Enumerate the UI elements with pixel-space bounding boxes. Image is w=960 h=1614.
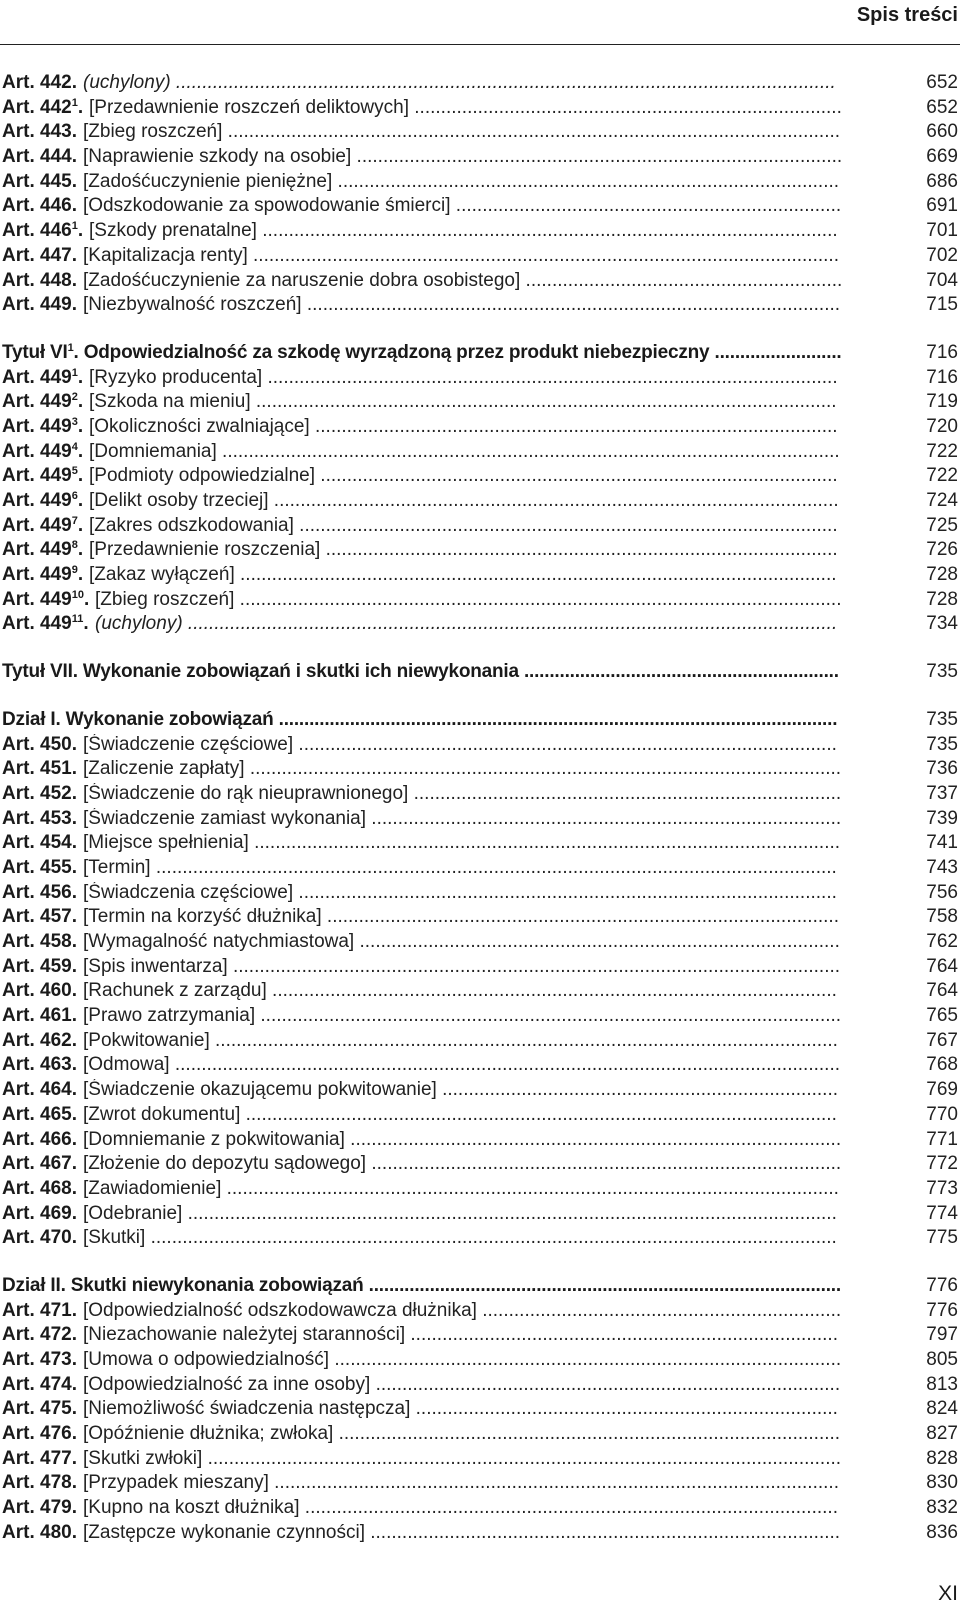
article-number: Art. $449^{11}$. (2, 613, 89, 635)
page-ref: 775 (926, 1227, 958, 1249)
article-number: Art. 466. (2, 1128, 77, 1150)
entry-title: [Świadczenie do rąk nieuprawnionego] ................................................................................. (83, 782, 842, 804)
entry-title: [Odebranie] ........................................................................................................................... (83, 1202, 837, 1224)
toc-entry (0, 1054, 960, 1079)
article-number: Art. 455. (2, 856, 77, 878)
page-ref: 716 (926, 366, 958, 388)
article-number: Art. $449^9$. (2, 564, 84, 586)
entry-title: [Miejsce spełnienia] ............................................................................................................... (83, 832, 841, 854)
page-ref: 660 (926, 121, 958, 143)
page-number: XI (938, 1582, 958, 1605)
page-ref: 758 (926, 906, 958, 928)
entry-title: [Okoliczności zwalniające] ................................................................................................... (89, 415, 838, 437)
page-ref: 743 (926, 856, 958, 878)
toc-entry (0, 294, 960, 319)
article-number: Art. $449^1$. (2, 366, 84, 388)
toc-section-heading (0, 342, 960, 367)
article-number: Art. 450. (2, 733, 77, 755)
page-ref: 797 (926, 1324, 958, 1346)
entry-title: [Rachunek z zarządu] ........................................................................................................... (83, 980, 837, 1002)
entry-title: [Niemożliwość świadczenia następcza] ................................................................................ (83, 1398, 838, 1420)
page-ref: 739 (926, 807, 958, 829)
dot-leader: ........................................................................................... (354, 931, 840, 952)
toc-entry (0, 1030, 960, 1055)
page-ref: 720 (926, 415, 958, 437)
toc-entry (0, 416, 960, 441)
section-title: Tytuł $VI^1$. Odpowiedzialność za szkodę wyrządzoną przez produkt niebezpieczny ......................... (2, 341, 842, 363)
entry-title: [Szkoda na mieniu] .............................................................................................................. (89, 391, 837, 413)
page-ref: 735 (926, 708, 958, 730)
toc-entry (0, 783, 960, 808)
dot-leader: ...................................................................................................... (293, 514, 838, 536)
entry-title: [Skutki zwłoki] ........................................................................................................................ (83, 1447, 842, 1469)
section-title: Dział I. Wykonanie zobowiązań .............................................................................................................. (2, 708, 838, 730)
dot-leader: ................................................................................................. (321, 906, 839, 928)
dot-leader: ........................................................................................................... (268, 490, 839, 511)
dot-leader: ............................................................................................... (332, 170, 840, 192)
toc-entry (0, 441, 960, 466)
article-number: Art. 453. (2, 807, 77, 829)
article-number: Art. $449^6$. (2, 490, 84, 511)
article-number: Art. $449^5$. (2, 465, 84, 487)
page-ref: 686 (926, 170, 958, 192)
dot-leader: ...................................................................................................... (293, 733, 837, 755)
running-header: Spis treści (856, 4, 958, 26)
article-number: Art. 475. (2, 1398, 77, 1420)
entry-title: [Szkody prenatalne] ............................................................................................................. (89, 220, 838, 242)
toc-entry (0, 490, 960, 515)
article-number: Art. $449^8$. (2, 539, 84, 561)
article-number: Art. 465. (2, 1103, 77, 1125)
page-ref: 722 (926, 440, 958, 462)
page-ref: 805 (926, 1349, 958, 1370)
entry-title: [Kapitalizacja renty] ............................................................................................................... (83, 244, 839, 266)
toc-entry (0, 980, 960, 1005)
entry-title: [Świadczenia częściowe] ...................................................................................................... (83, 881, 837, 903)
article-number: Art. 451. (2, 758, 77, 780)
section-title: Tytuł VII. Wykonanie zobowiązań i skutki ich niewykonania .............................................................. (2, 661, 839, 683)
article-number: Art. 460. (2, 980, 77, 1002)
page-ref: 701 (926, 220, 958, 242)
toc-entry (0, 1203, 960, 1228)
page-ref: 813 (926, 1373, 958, 1395)
dot-leader: .................................................................................................................... (222, 121, 841, 143)
dot-leader: ......................................................................................... (366, 807, 842, 829)
article-number: Art. 454. (2, 832, 77, 854)
article-number: Art. $449^2$. (2, 391, 84, 413)
article-number: Art. 443. (2, 121, 77, 143)
dot-leader: .............................................................................................................. (255, 1005, 842, 1027)
entry-title: [Zaliczenie zapłaty] ................................................................................................................ (83, 758, 842, 780)
toc-section-heading (0, 661, 960, 686)
page-ref: 774 (926, 1202, 958, 1224)
article-number: Art. 446. (2, 195, 77, 217)
article-number: Art. 448. (2, 269, 77, 291)
dot-leader: ................................................................................. (408, 782, 842, 804)
toc-entry (0, 956, 960, 981)
dot-leader: ............................................................................................................. (256, 220, 838, 242)
entry-title: [Delikt osoby trzeciej] ........................................................................................................... (89, 490, 839, 511)
page-ref: 726 (926, 539, 958, 561)
article-number: Art. $449^3$. (2, 415, 84, 437)
toc-entry (0, 1472, 960, 1497)
entry-title: [Odmowa] .............................................................................................................................. (83, 1054, 841, 1076)
dot-leader: ........................................................................................................................ (202, 1447, 842, 1469)
dot-leader: ......................... (709, 341, 842, 363)
toc-entry (0, 72, 960, 97)
toc-entry (0, 1522, 960, 1547)
entry-title: [Przedawnienie roszczeń deliktowych] ................................................................................. (89, 96, 842, 118)
toc-entry (0, 146, 960, 171)
page-ref: 827 (926, 1423, 958, 1445)
page-ref: 704 (926, 269, 958, 291)
page-ref: 767 (926, 1029, 958, 1051)
article-number: Art. 459. (2, 955, 77, 977)
entry-title: [Świadczenie częściowe] ...................................................................................................... (83, 733, 837, 755)
dot-leader: .................................................................... (476, 1299, 842, 1321)
toc-entry (0, 1324, 960, 1349)
toc-entry (0, 832, 960, 857)
dot-leader: ................................................................................................................ (244, 758, 842, 780)
entry-title: [Naprawienie szkody na osobie] ............................................................................................ (83, 146, 843, 168)
article-number: Art. 462. (2, 1029, 77, 1051)
page-ref: 722 (926, 465, 958, 487)
entry-title: [Termin na korzyść dłużnika] ................................................................................................. (83, 906, 839, 928)
page-ref: 652 (926, 72, 958, 93)
toc-section-heading (0, 1275, 960, 1300)
toc-entry (0, 564, 960, 589)
toc-entry (0, 1300, 960, 1325)
page-ref: 741 (926, 832, 958, 854)
page-ref: 719 (926, 391, 958, 413)
page-ref: 652 (926, 96, 958, 118)
page-ref: 735 (926, 661, 958, 683)
page-ref: 737 (926, 782, 958, 804)
entry-title: [Ryzyko producenta] ............................................................................................................ (89, 366, 838, 388)
dot-leader: .................................................................................................................................. (145, 1227, 837, 1249)
article-number: Art. 480. (2, 1521, 77, 1543)
toc-entry (0, 857, 960, 882)
article-number: Art. 458. (2, 931, 77, 952)
article-number: Art. 457. (2, 906, 77, 928)
section-title: Dział II. Skutki niewykonania zobowiązań ............................................................................................. (2, 1274, 841, 1296)
page-ref: 768 (926, 1054, 958, 1076)
article-number: Art. $449^7$. (2, 514, 84, 536)
entry-title: [Domniemanie z pokwitowania] ............................................................................................. (83, 1128, 842, 1150)
toc-entry (0, 1374, 960, 1399)
dot-leader: ................................................................................. (409, 96, 842, 118)
page-ref: 769 (926, 1079, 958, 1101)
toc-entry (0, 882, 960, 907)
page-ref: 669 (926, 146, 958, 168)
page-ref: 773 (926, 1177, 958, 1199)
dot-leader: ............................................................................................ (351, 146, 843, 168)
page-ref: 770 (926, 1103, 958, 1125)
toc-entry (0, 367, 960, 392)
entry-title: [Kupno na koszt dłużnika] ..................................................................................................... (83, 1497, 838, 1519)
dot-leader: .............................................................. (518, 661, 839, 683)
entry-title: [Przedawnienie roszczenia] ................................................................................................. (89, 539, 838, 561)
article-number: Art. 469. (2, 1202, 77, 1224)
dot-leader: ................................................................................ (410, 1398, 838, 1420)
entry-title: [Pokwitowanie] ...................................................................................................................... (83, 1029, 838, 1051)
entry-title: [Zakaz wyłączeń] ................................................................................................................. (89, 564, 837, 586)
dot-leader: ............................................................................................................... (248, 832, 841, 854)
dot-leader: ...................................................................................................... (293, 881, 837, 903)
header-rule (0, 44, 960, 45)
article-number: Art. 476. (2, 1423, 77, 1445)
article-number: Art. 452. (2, 782, 77, 804)
page-ref: 830 (926, 1472, 958, 1494)
page-ref: 691 (926, 195, 958, 217)
dot-leader: ........................................................................................ (370, 1373, 841, 1395)
page-ref: 771 (926, 1128, 958, 1150)
toc-entry (0, 1079, 960, 1104)
entry-title: [Zawiadomienie] .................................................................................................................... (83, 1177, 839, 1199)
article-number: Art. 464. (2, 1079, 77, 1101)
page-ref: 728 (926, 588, 958, 610)
toc-entry (0, 1129, 960, 1154)
entry-title: (uchylony) ........................................................................................................................... (95, 613, 838, 635)
entry-title: [Odpowiedzialność odszkodowawcza dłużnika] .................................................................... (83, 1299, 842, 1321)
dot-leader: ............................................................................................. (344, 1128, 842, 1150)
page-ref: 764 (926, 980, 958, 1002)
entry-title: [Niezachowanie należytej staranności] ................................................................................. (83, 1324, 838, 1346)
toc-entry (0, 515, 960, 540)
page-ref: 762 (926, 931, 958, 952)
entry-title: [Zadośćuczynienie pieniężne] ............................................................................................... (83, 170, 840, 192)
article-number: Art. 470. (2, 1227, 77, 1249)
page-ref: 715 (926, 294, 958, 316)
toc-entry (0, 1423, 960, 1448)
table-of-contents (0, 72, 960, 1547)
dot-leader: .................................................................................................................... (221, 1177, 839, 1199)
toc-entry (0, 1349, 960, 1374)
dot-leader: ................................................................................. (405, 1324, 838, 1346)
toc-entry (0, 539, 960, 564)
article-number: Art. 471. (2, 1299, 77, 1321)
entry-title: [Zadośćuczynienie za naruszenie dobra osobistego] ............................................................ (83, 269, 843, 291)
entry-title: [Zwrot dokumentu] ................................................................................................................ (83, 1103, 837, 1125)
entry-title: [Skutki] .................................................................................................................................. (83, 1227, 837, 1249)
page-ref: 728 (926, 564, 958, 586)
dot-leader: ........................................................................................................... (268, 1472, 839, 1494)
dot-leader: ................................................................................................................ (240, 1103, 837, 1125)
toc-entry (0, 220, 960, 245)
toc-entry (0, 734, 960, 759)
dot-leader: ............................................................................................................................. (170, 72, 836, 93)
page-ref: 772 (926, 1153, 958, 1175)
article-number: Art. 445. (2, 170, 77, 192)
toc-section-heading (0, 709, 960, 734)
toc-entry (0, 1398, 960, 1423)
entry-title: [Świadczenie okazującemu pokwitowanie] ........................................................................... (83, 1079, 839, 1101)
entry-title: [Zastępcze wykonanie czynności] ......................................................................................... (83, 1521, 841, 1543)
page-ref: 702 (926, 244, 958, 266)
toc-entry (0, 121, 960, 146)
entry-title: [Odszkodowanie za spowodowanie śmierci] ......................................................................... (83, 195, 842, 217)
toc-entry (0, 931, 960, 956)
toc-entry (0, 589, 960, 614)
page-ref: 756 (926, 881, 958, 903)
entry-title: [Świadczenie zamiast wykonania] ......................................................................................... (83, 807, 842, 829)
article-number: Art. 461. (2, 1005, 77, 1027)
entry-title: [Zakres odszkodowania] ...................................................................................................... (89, 514, 838, 536)
dot-leader: ................................................................................................................. (234, 564, 837, 586)
toc-entry (0, 195, 960, 220)
toc-entry (0, 171, 960, 196)
page-ref: 765 (926, 1005, 958, 1027)
page-ref: 724 (926, 490, 958, 511)
entry-title: [Złożenie do depozytu sądowego] ......................................................................................... (83, 1153, 842, 1175)
entry-title: [Podmioty odpowiedzialne] .................................................................................................. (89, 465, 838, 487)
article-number: Art. 472. (2, 1324, 77, 1346)
dot-leader: ............................................................................................................ (262, 366, 838, 388)
toc-entry (0, 758, 960, 783)
entry-title: [Prawo zatrzymania] .............................................................................................................. (83, 1005, 842, 1027)
page-ref: 736 (926, 758, 958, 780)
page-ref: 764 (926, 955, 958, 977)
toc-entry (0, 906, 960, 931)
article-number: Art. $449^{10}$. (2, 588, 90, 610)
dot-leader: ............................................................................................. (363, 1274, 841, 1296)
entry-title: [Odpowiedzialność za inne osoby] ........................................................................................ (83, 1373, 841, 1395)
page-ref: 725 (926, 514, 958, 536)
entry-title: [Zbieg roszczeń] .................................................................................................................... (83, 121, 841, 143)
dot-leader: ......................................................................................... (366, 1153, 842, 1175)
dot-leader: .................................................................................................................. (234, 588, 842, 610)
page-ref: 776 (926, 1299, 958, 1321)
dot-leader: ......................................................................................... (364, 1521, 841, 1543)
dot-leader: ........................................................................................................... (266, 980, 837, 1002)
dot-leader: .............................................................................................................. (273, 708, 838, 730)
page-ref: 832 (926, 1497, 958, 1519)
article-number: Art. $442^1$. (2, 96, 84, 118)
entry-title: [Zbieg roszczeń] .................................................................................................................. (95, 588, 842, 610)
dot-leader: ............................................................................................... (333, 1423, 841, 1445)
dot-leader: ..................................................................................................................... (216, 440, 840, 462)
dot-leader: ............................................................................................................... (247, 244, 839, 266)
toc-entry (0, 270, 960, 295)
page-ref: 824 (926, 1398, 958, 1420)
entry-title: [Domniemania] ..................................................................................................................... (89, 440, 840, 462)
entry-title: [Opóźnienie dłużnika; zwłoka] ............................................................................................... (83, 1423, 841, 1445)
dot-leader: ............................................................ (520, 269, 843, 291)
toc-entry (0, 1227, 960, 1252)
dot-leader: ...................................................................................................................... (209, 1029, 838, 1051)
article-number: Art. 468. (2, 1177, 77, 1199)
article-number: Art. 442. (2, 72, 77, 93)
article-number: Art. $446^1$. (2, 220, 84, 242)
dot-leader: ................................................................................................ (329, 1349, 842, 1370)
toc-entry (0, 1153, 960, 1178)
toc-entry (0, 245, 960, 270)
page-ref: 716 (926, 341, 958, 363)
toc-entry (0, 465, 960, 490)
entry-title: [Niezbywalność roszczeń] ..................................................................................................... (83, 294, 841, 316)
dot-leader: ........................................................................... (436, 1079, 839, 1101)
dot-leader: ................................................................................................................................. (150, 856, 837, 878)
toc-entry (0, 808, 960, 833)
entry-title: [Przypadek mieszany] ........................................................................................................... (83, 1472, 839, 1494)
page-ref: 776 (926, 1274, 958, 1296)
page-ref: 836 (926, 1521, 958, 1543)
dot-leader: ................................................................................................. (320, 539, 838, 561)
dot-leader: ........................................................................................................................... (182, 1202, 837, 1224)
article-number: Art. 456. (2, 881, 77, 903)
entry-title: [Spis inwentarza] ................................................................................................................... (83, 955, 841, 977)
toc-entry (0, 1448, 960, 1473)
toc-entry (0, 1497, 960, 1522)
dot-leader: ........................................................................................................................... (182, 613, 838, 635)
toc-entry (0, 613, 960, 638)
article-number: Art. 479. (2, 1497, 77, 1519)
toc-entry (0, 97, 960, 122)
article-number: Art. 449. (2, 294, 77, 316)
entry-title: [Wymagalność natychmiastowa] ........................................................................................... (83, 931, 840, 952)
page-ref: 734 (926, 613, 958, 635)
page-ref: 828 (926, 1447, 958, 1469)
toc-entry (0, 1178, 960, 1203)
dot-leader: ................................................................................................... (309, 415, 838, 437)
article-number: Art. 467. (2, 1153, 77, 1175)
toc-entry (0, 1005, 960, 1030)
article-number: Art. 444. (2, 146, 77, 168)
article-number: Art. 447. (2, 244, 77, 266)
entry-title: (uchylony) ............................................................................................................................. (83, 72, 836, 93)
entry-title: [Termin] ................................................................................................................................. (83, 856, 837, 878)
dot-leader: .............................................................................................................. (250, 391, 837, 413)
article-number: Art. 477. (2, 1447, 77, 1469)
article-number: Art. 473. (2, 1349, 77, 1370)
toc-entry (0, 1104, 960, 1129)
dot-leader: ..................................................................................................... (301, 294, 841, 316)
article-number: Art. $449^4$. (2, 440, 84, 462)
dot-leader: .................................................................................................. (315, 465, 838, 487)
page-ref: 735 (926, 733, 958, 755)
dot-leader: .............................................................................................................................. (169, 1054, 841, 1076)
entry-title: [Umowa o odpowiedzialność] ................................................................................................ (83, 1349, 842, 1370)
dot-leader: ......................................................................... (450, 195, 842, 217)
dot-leader: ................................................................................................................... (227, 955, 841, 977)
article-number: Art. 474. (2, 1373, 77, 1395)
dot-leader: ..................................................................................................... (299, 1497, 838, 1519)
article-number: Art. 463. (2, 1054, 77, 1076)
article-number: Art. 478. (2, 1472, 77, 1494)
toc-entry (0, 391, 960, 416)
